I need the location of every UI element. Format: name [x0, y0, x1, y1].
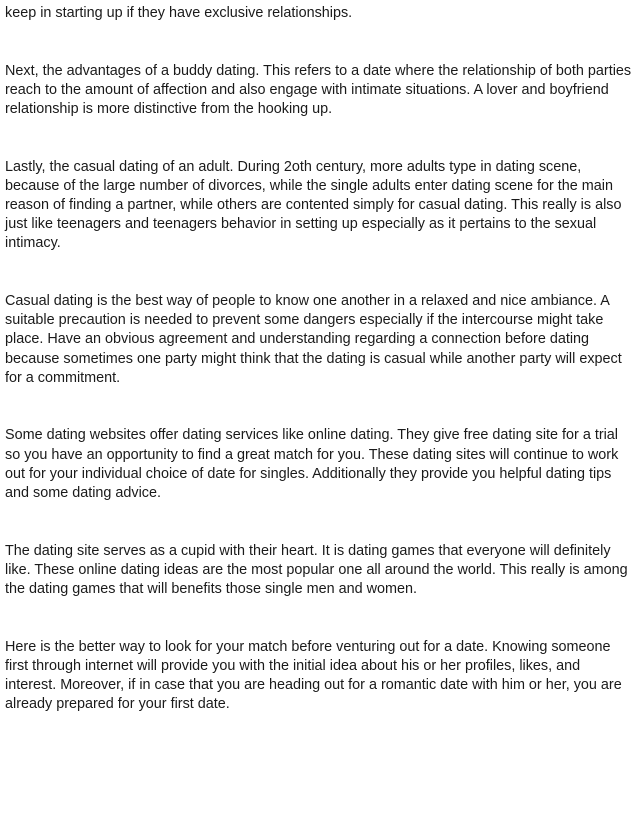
paragraph-3: Lastly, the casual dating of an adult. During 2oth century, more adults type in dating scene, because of the large number of divorces, while the single adults enter dating scene for the main reason of finding a partner, while others are contented simply for casual dating. This really is also just like teenagers and teenagers behavior in setting up especially as it pertains to the sexual intimacy. — [5, 158, 622, 252]
paragraph-7: Here is the better way to look for your match before venturing out for a date. Knowing someone first through internet will provide you with the initial idea about his or her profiles, likes, and interest. Moreover, if in case that you are heading out for a romantic date with him or her, you are already prepared for your first date. — [5, 638, 622, 713]
paragraph-4: Casual dating is the best way of people to know one another in a relaxed and nice ambiance. A suitable precaution is needed to prevent some dangers especially if the intercourse might take place. Have an obvious agreement and understanding regarding a connection before dating because sometimes one party might think that the dating is casual while another party will expect for a commitment. — [5, 293, 622, 386]
document-page — [5, 4, 635, 714]
paragraph-5: Some dating websites offer dating services like online dating. They give free dating site for a trial so you have an opportunity to find a great match for you. These dating sites will continue to work out for your individual choice of date for singles. Additionally they provide you helpful dating tips and some dating advice. — [5, 427, 619, 502]
paragraph-2: Next, the advantages of a buddy dating. This refers to a date where the relationship of both parties reach to the amount of affection and also engage with intimate situations. A lover and boyfriend relationship is more distinctive from the hooking up. — [5, 62, 632, 117]
paragraph-1: keep in starting up if they have exclusive relationships. — [5, 5, 353, 21]
paragraph-6: The dating site serves as a cupid with their heart. It is dating games that everyone will definitely like. These online dating ideas are the most popular one all around the world. This really is among the dating games that will benefits those single men and women. — [5, 542, 628, 598]
